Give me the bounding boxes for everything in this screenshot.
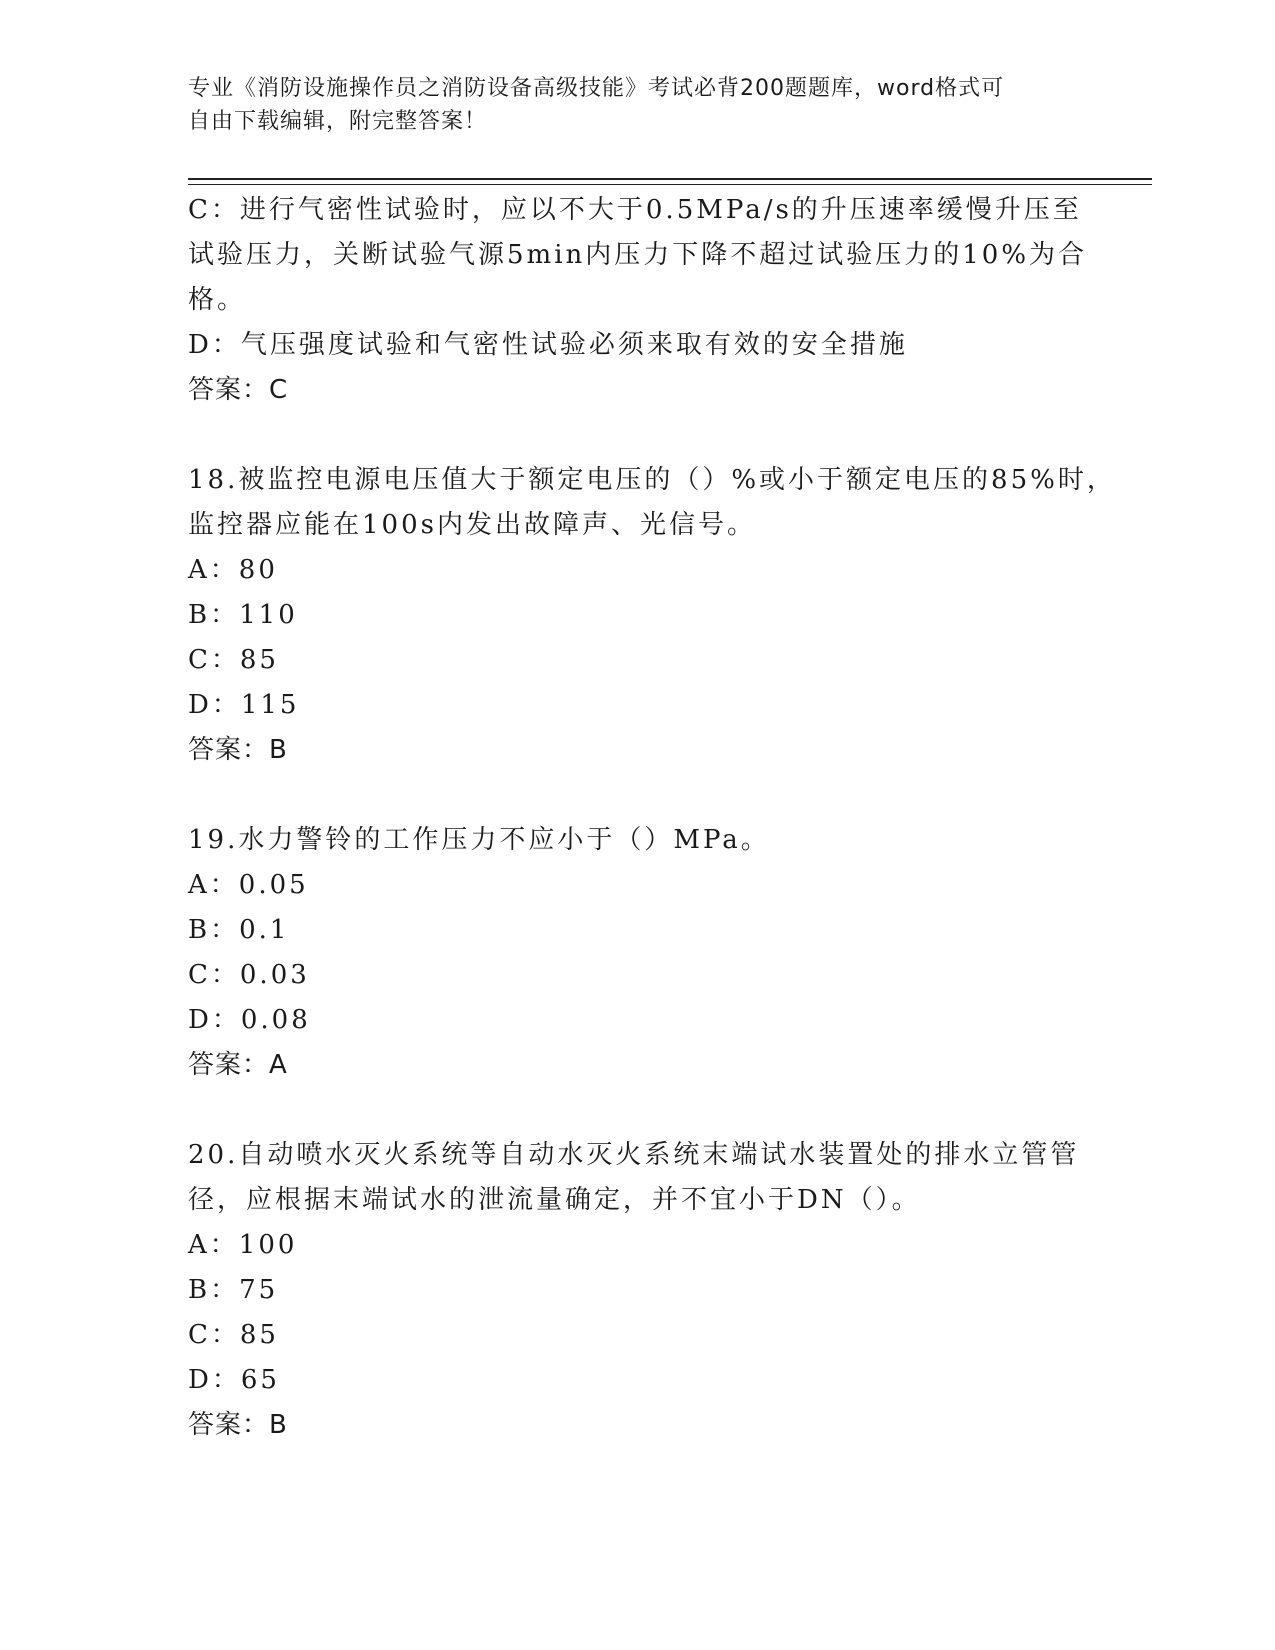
q18-answer: 答案：B (188, 735, 288, 765)
header-divider-thin (188, 184, 1152, 185)
q20-answer: 答案：B (188, 1410, 288, 1440)
q18-option-c: C：85 (188, 645, 279, 675)
q19-stem-line-1: 19.水力警铃的工作压力不应小于（）MPa。 (188, 825, 770, 855)
q20-stem-line-2: 径，应根据末端试水的泄流量确定，并不宜小于DN（）。 (188, 1185, 921, 1215)
document-header (188, 72, 1068, 138)
q18-option-b: B：110 (188, 600, 298, 630)
q17-option-c-line-2: 试验压力，关断试验气源5min内压力下降不超过试验压力的10%为合 (188, 240, 1088, 270)
q20-option-a: A：100 (188, 1230, 298, 1260)
q17-option-d: D：气压强度试验和气密性试验必须来取有效的安全措施 (188, 330, 908, 360)
q18-option-a: A：80 (188, 555, 278, 585)
header-line-1: 专业《消防设施操作员之消防设备高级技能》考试必背200题题库，word格式可 (188, 76, 1005, 101)
header-divider-thick (188, 178, 1152, 180)
q17-option-c-line-3: 格。 (188, 285, 247, 315)
q19-option-a: A：0.05 (188, 870, 309, 900)
q19-option-b: B：0.1 (188, 915, 290, 945)
q18-option-d: D：115 (188, 690, 300, 720)
q18-stem-line-1: 18.被监控电源电压值大于额定电压的（）%或小于额定电压的85%时， (188, 465, 1116, 495)
q17-answer: 答案：C (188, 375, 289, 405)
q20-option-d: D：65 (188, 1365, 280, 1395)
q20-option-c: C：85 (188, 1320, 279, 1350)
q19-option-c: C：0.03 (188, 960, 310, 990)
q18-stem-line-2: 监控器应能在100s内发出故障声、光信号。 (188, 510, 756, 540)
q19-answer: 答案：A (188, 1050, 288, 1080)
header-line-2: 自由下载编辑，附完整答案！ (188, 109, 488, 134)
q20-stem-line-1: 20.自动喷水灭火系统等自动水灭火系统末端试水装置处的排水立管管 (188, 1140, 1080, 1170)
q17-option-c-line-1: C：进行气密性试验时，应以不大于0.5MPa/s的升压速率缓慢升压至 (188, 195, 1082, 225)
q20-option-b: B：75 (188, 1275, 279, 1305)
q19-option-d: D：0.08 (188, 1005, 311, 1035)
